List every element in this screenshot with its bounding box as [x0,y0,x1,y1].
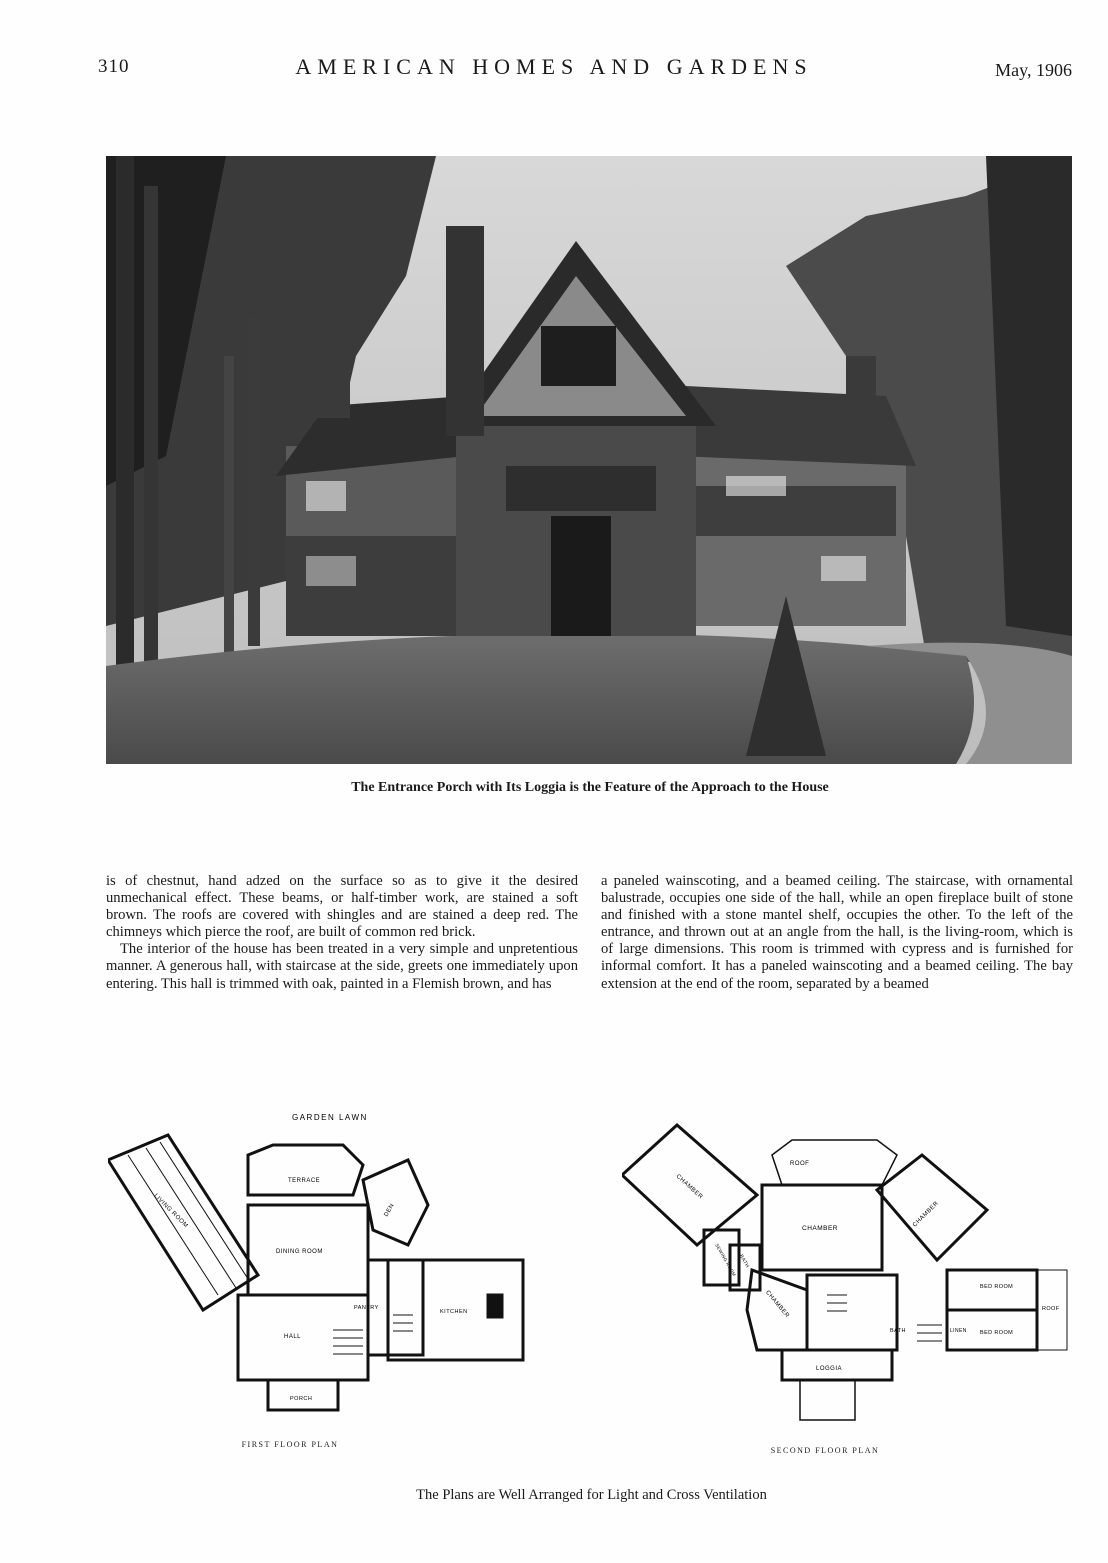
plan-room-label: BATH [890,1328,906,1334]
plan-room-label: LIVING ROOM [152,1193,189,1230]
plan-room-label: KITCHEN [440,1309,468,1315]
first-floor-plan [108,1110,548,1430]
second-floor-plan [622,1110,1074,1430]
photo-caption: The Entrance Porch with Its Loggia is the Feature of the Approach to the House [351,780,829,795]
plan-room-label: LINEN [950,1328,967,1334]
plan-room-label: BED ROOM [980,1284,1014,1290]
house-photograph [106,156,1072,764]
plan-room-label: PORCH [290,1396,313,1402]
plan-room-label: BATH [737,1253,751,1270]
page-number: 310 [98,56,130,77]
text-column-right [601,873,1073,993]
plan-room-label: SEWING ROOM [714,1242,737,1278]
plan-room-label: PANTRY [354,1305,379,1311]
plan-room-label: DEN [383,1202,396,1218]
plan-room-label: CHAMBER [674,1173,704,1201]
plan-room-label: CHAMBER [764,1289,791,1320]
plan-room-label: ROOF [1042,1306,1060,1312]
plan-room-label: CHAMBER [802,1225,839,1232]
plan-room-label: TERRACE [288,1178,321,1184]
plan-room-label: CHAMBER [912,1200,941,1229]
plan-room-label: LOGGIA [816,1366,843,1372]
plans-caption: The Plans are Well Arranged for Light and Cross Ventilation [416,1487,767,1503]
plan-room-label: ROOF [790,1161,810,1167]
plan-room-label: HALL [284,1334,302,1340]
magazine-title: AMERICAN HOMES AND GARDENS [295,54,813,79]
paragraph: is of chestnut, hand adzed on the surface so as to give it the desired unmechanical effect. These beams, or half-timber work, are stained a soft brown. The roofs are covered with shingles and are stained a deep red. The chimneys which pierce the roof, are built of common red brick. [106,873,578,941]
text-column-left [106,873,578,993]
plan-room-label: GARDEN LAWN [292,1113,368,1122]
plan-room-label: DINING ROOM [276,1249,323,1255]
plan-room-label: BED ROOM [980,1330,1014,1336]
paragraph: The interior of the house has been treated in a very simple and unpretentious manner. A generous hall, with staircase at the side, greets one immediately upon entering. This hall is trimmed with oak, painted in a Flemish brown, and has [106,941,578,992]
second-floor-plan-label: SECOND FLOOR PLAN [770,1446,880,1455]
paragraph: a paneled wainscoting, and a beamed ceiling. The staircase, with ornamental balustrade, occupies one side of the hall, while an open fireplace built of stone and finished with a stone mantel shelf, occupies the other. To the left of the entrance, and thrown out at an angle from the hall, is the living-room, which is of large dimensions. This room is trimmed with cypress and is furnished for informal comfort. It has a paneled wainscoting and a beamed ceiling. The bay extension at the end of the room, separated by a beamed [601,873,1073,992]
issue-date: May, 1906 [995,60,1072,80]
first-floor-plan-label: FIRST FLOOR PLAN [241,1440,339,1449]
